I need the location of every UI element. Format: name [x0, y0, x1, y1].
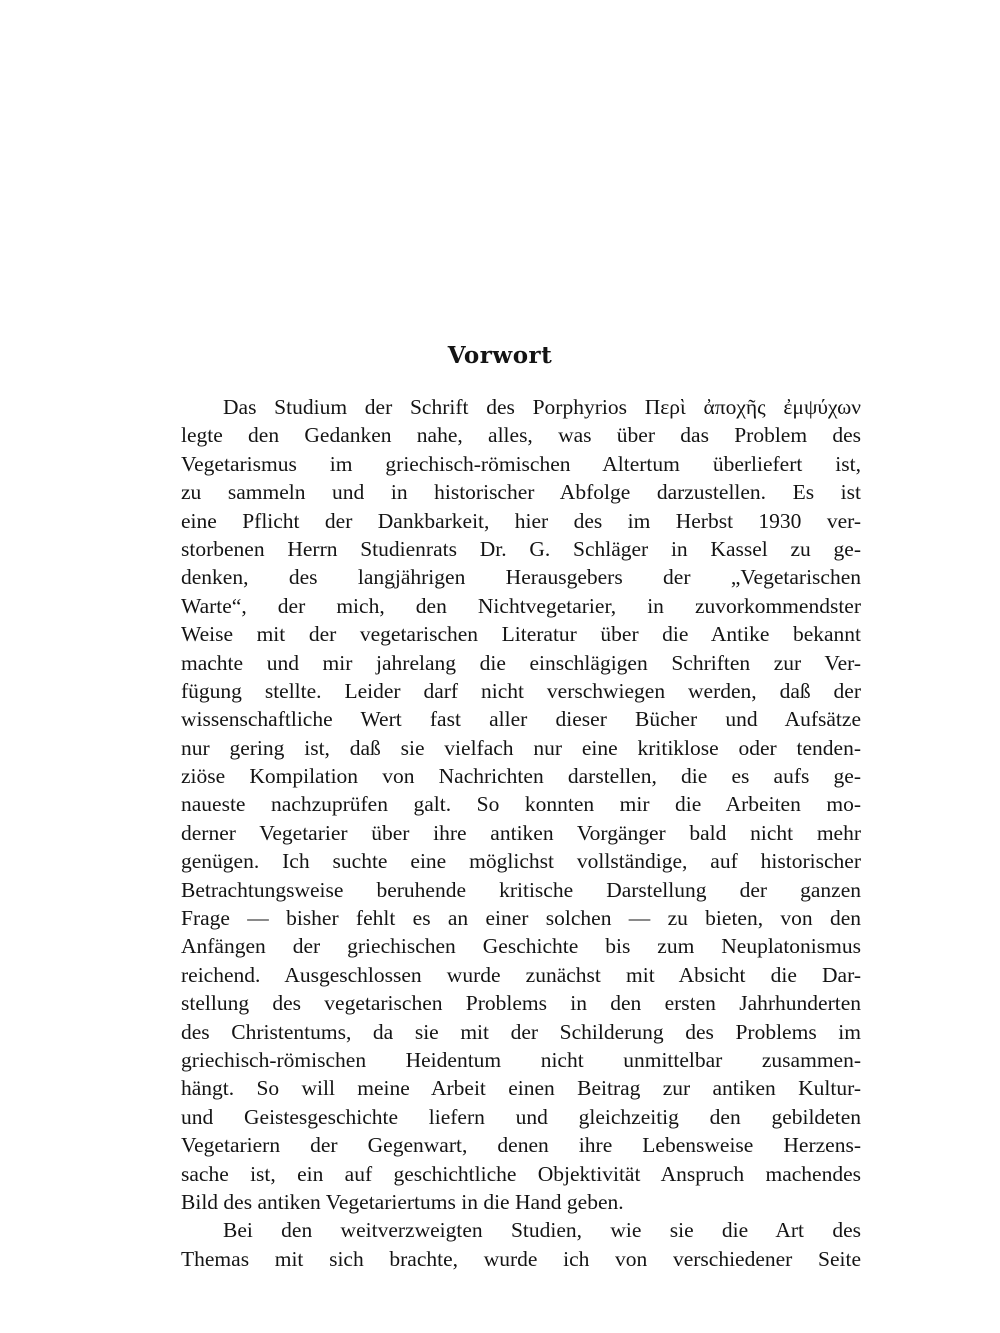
text-line: Vegetarismus im griechisch-römischen Altertum überliefert ist, — [181, 451, 861, 476]
text-line: Anfängen der griechischen Geschichte bis zum Neuplatonismus — [181, 934, 861, 959]
text-line: Themas mit sich brachte, wurde ich von verschiedener Seite — [181, 1246, 861, 1271]
text-line: nur gering ist, daß sie vielfach nur eine kritiklose oder tenden- — [181, 735, 861, 760]
text-line: Bei den weitverzweigten Studien, wie sie die Art des — [223, 1218, 861, 1243]
text-line: ziöse Kompilation von Nachrichten darstellen, die es aufs ge- — [181, 764, 861, 789]
text-line: Frage — bisher fehlt es an einer solchen — zu bieten, von den — [181, 906, 861, 931]
text-line: des Christentums, da sie mit der Schilderung des Problems im — [181, 1019, 861, 1044]
text-line: storbenen Herrn Studienrats Dr. G. Schläger in Kassel zu ge- — [181, 536, 861, 561]
text-line: Betrachtungsweise beruhende kritische Darstellung der ganzen — [181, 877, 861, 902]
text-line: reichend. Ausgeschlossen wurde zunächst mit Absicht die Dar- — [181, 962, 861, 987]
text-line: wissenschaftliche Wert fast aller dieser Bücher und Aufsätze — [181, 707, 861, 732]
text-line: sache ist, ein auf geschichtliche Objektivität Anspruch machendes — [181, 1161, 861, 1186]
text-line: hängt. So will meine Arbeit einen Beitrag zur antiken Kultur- — [181, 1076, 861, 1101]
text-line: zu sammeln und in historischer Abfolge darzustellen. Es ist — [181, 480, 861, 505]
body-text — [181, 393, 861, 1273]
text-line: griechisch-römischen Heidentum nicht unmittelbar zusammen- — [181, 1047, 861, 1072]
text-line: Das Studium der Schrift des Porphyrios Περὶ ἀποχῆς ἐμψύχων — [223, 395, 861, 419]
page-title: Vorwort — [447, 342, 553, 369]
text-line: genügen. Ich suchte eine möglichst vollständige, auf historischer — [181, 849, 861, 874]
text-line: Weise mit der vegetarischen Literatur über die Antike bekannt — [181, 622, 861, 647]
text-line: und Geistesgeschichte liefern und gleichzeitig den gebildeten — [181, 1104, 861, 1129]
text-line: eine Pflicht der Dankbarkeit, hier des im Herbst 1930 ver- — [181, 508, 861, 533]
text-line: Warte“, der mich, den Nichtvegetarier, in zuvorkommendster — [181, 593, 861, 618]
text-line: denken, des langjährigen Herausgebers der „Vegetarischen — [181, 565, 861, 590]
text-line: Vegetariern der Gegenwart, denen ihre Lebensweise Herzens- — [181, 1133, 861, 1158]
text-line: machte und mir jahrelang die einschlägigen Schriften zur Ver- — [181, 650, 861, 675]
text-line: derner Vegetarier über ihre antiken Vorgänger bald nicht mehr — [181, 820, 861, 845]
text-line: stellung des vegetarischen Problems in den ersten Jahrhunderten — [181, 991, 861, 1016]
text-line: legte den Gedanken nahe, alles, was über das Problem des — [181, 423, 861, 448]
text-line: Bild des antiken Vegetariertums in die Hand geben. — [181, 1189, 624, 1214]
text-line: naueste nachzuprüfen galt. So konnten mir die Arbeiten mo- — [181, 792, 861, 817]
text-line: fügung stellte. Leider darf nicht verschwiegen werden, daß der — [181, 678, 861, 703]
